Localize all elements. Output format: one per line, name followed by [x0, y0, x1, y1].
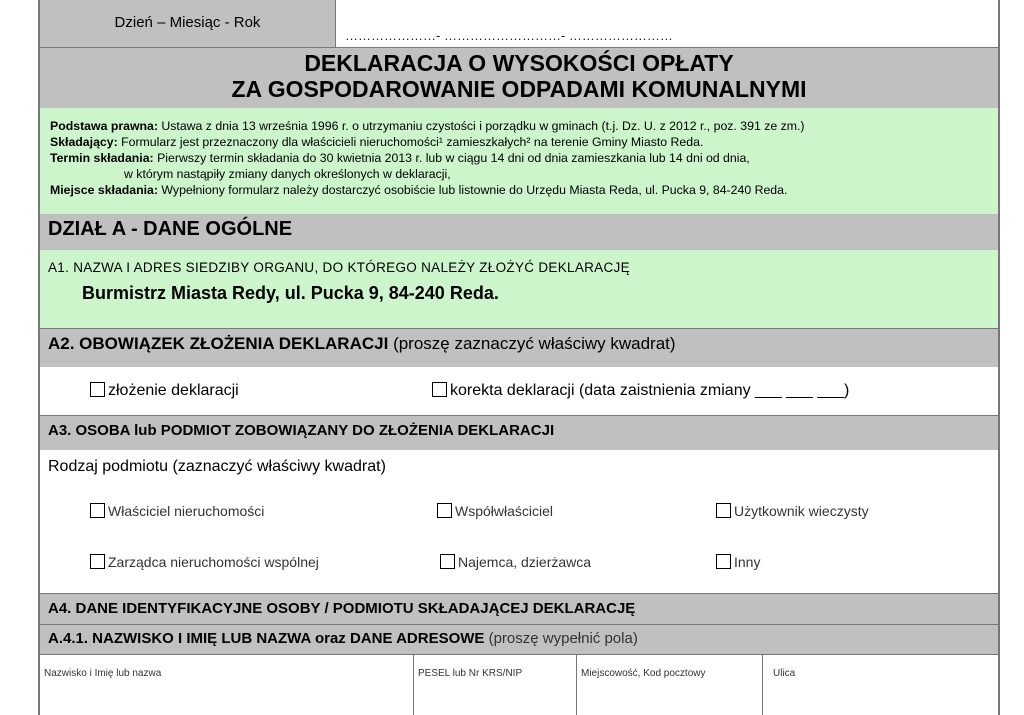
a3-option-tenant[interactable] [440, 554, 591, 570]
date-field[interactable]: …………………- ………………………- …………………… [345, 28, 673, 43]
a3-hint: Rodzaj podmiotu (zaznaczyć właściwy kwadrat) [48, 458, 386, 475]
date-label-cell [40, 0, 335, 48]
a1-label: A1. NAZWA I ADRES SIEDZIBY ORGANU, DO KTÓREGO NALEŻY ZŁOŻYĆ DEKLARACJĘ [48, 260, 630, 275]
deadline-text: Pierwszy termin składania do 30 kwietnia 2013 r. lub w ciągu 14 dni od dnia zamieszkania lub 14 dni od dnia, [153, 151, 750, 165]
checkbox-icon[interactable] [432, 382, 447, 397]
a3-option-owner[interactable] [90, 503, 264, 519]
title-line-1: DEKLARACJA O WYSOKOŚCI OPŁATY [304, 50, 734, 76]
title-line-2: ZA GOSPODAROWANIE ODPADAMI KOMUNALNYMI [231, 76, 807, 102]
filer-text: Formularz jest przeznaczony dla właścicieli nieruchomości¹ zamieszkałych² na terenie Gminy Miasto Reda. [117, 135, 704, 149]
form-title [40, 48, 998, 108]
divider [335, 0, 336, 48]
column-header: Nazwisko i Imię lub nazwa [44, 668, 162, 679]
a2-option-label: złożenie deklaracji [108, 382, 239, 399]
a3-option-perpetual-user[interactable] [716, 503, 869, 519]
checkbox-icon[interactable] [90, 554, 105, 569]
filer-label: Składający: [50, 135, 118, 149]
section-a-title: DZIAŁ A - DANE OGÓLNE [40, 214, 998, 250]
column-header: Ulica [773, 668, 796, 679]
checkbox-icon[interactable] [90, 382, 105, 397]
deadline-text-2: w którym nastąpiły zmiany danych określonych w deklaracji, [124, 167, 451, 181]
checkbox-icon[interactable] [716, 554, 731, 569]
a2-hint: (proszę zaznaczyć właściwy kwadrat) [393, 334, 676, 353]
place-label: Miejsce składania: [50, 183, 158, 197]
a3-option-label: Współwłaściciel [455, 503, 554, 519]
a3-header: A3. OSOBA lub PODMIOT ZOBOWIĄZANY DO ZŁOŻENIA DEKLARACJI [40, 416, 998, 450]
a41-header [40, 625, 998, 654]
a41-hint: (proszę wypełnić pola) [488, 630, 638, 647]
column-name[interactable] [40, 654, 413, 715]
place-text: Wypełniony formularz należy dostarczyć osobiście lub listownie do Urzędu Miasta Reda, ul. Pucka 9, 84-240 Reda. [158, 183, 788, 197]
a41-label: A.4.1. NAZWISKO I IMIĘ LUB NAZWA oraz DANE ADRESOWE [48, 630, 485, 647]
checkbox-icon[interactable] [440, 554, 455, 569]
a3-option-label: Właściciel nieruchomości [108, 503, 265, 519]
column-street[interactable] [762, 654, 998, 715]
checkbox-icon[interactable] [90, 503, 105, 518]
a4-header: A4. DANE IDENTYFIKACYJNE OSOBY / PODMIOTU SKŁADAJĄCEJ DEKLARACJĘ [40, 594, 998, 624]
checkbox-icon[interactable] [437, 503, 452, 518]
a1-value: Burmistrz Miasta Redy, ul. Pucka 9, 84-240 Reda. [82, 283, 499, 303]
a3-option-label: Użytkownik wieczysty [734, 503, 869, 519]
a2-header [40, 329, 998, 367]
a1-block [40, 250, 998, 328]
deadline-label: Termin składania: [50, 151, 154, 165]
a2-label: A2. OBOWIĄZEK ZŁOŻENIA DEKLARACJI [48, 334, 389, 353]
a3-option-label: Zarządca nieruchomości wspólnej [108, 554, 319, 570]
a3-option-other[interactable] [716, 554, 760, 570]
date-label: Dzień – Miesiąc - Rok [114, 14, 261, 31]
a3-option-manager[interactable] [90, 554, 319, 570]
column-header: PESEL lub Nr KRS/NIP [418, 668, 523, 679]
a3-option-co-owner[interactable] [437, 503, 553, 519]
checkbox-icon[interactable] [716, 503, 731, 518]
legal-info [40, 108, 998, 214]
column-header: Miejscowość, Kod pocztowy [581, 668, 706, 679]
a2-option-correction[interactable] [432, 382, 849, 400]
column-pesel[interactable] [413, 654, 576, 715]
a3-option-label: Inny [734, 554, 761, 570]
basis-text: Ustawa z dnia 13 września 1996 r. o utrzymaniu czystości i porządku w gminach (t.j. Dz. U. z 2012 r., poz. 391 ze zm.) [157, 119, 805, 133]
a2-option-submission[interactable] [90, 382, 239, 400]
column-city[interactable] [576, 654, 762, 715]
a2-option-label: korekta deklaracji (data zaistnienia zmiany ___ ___ ___) [450, 382, 850, 399]
a3-option-label: Najemca, dzierżawca [458, 554, 592, 570]
basis-label: Podstawa prawna: [50, 119, 158, 133]
